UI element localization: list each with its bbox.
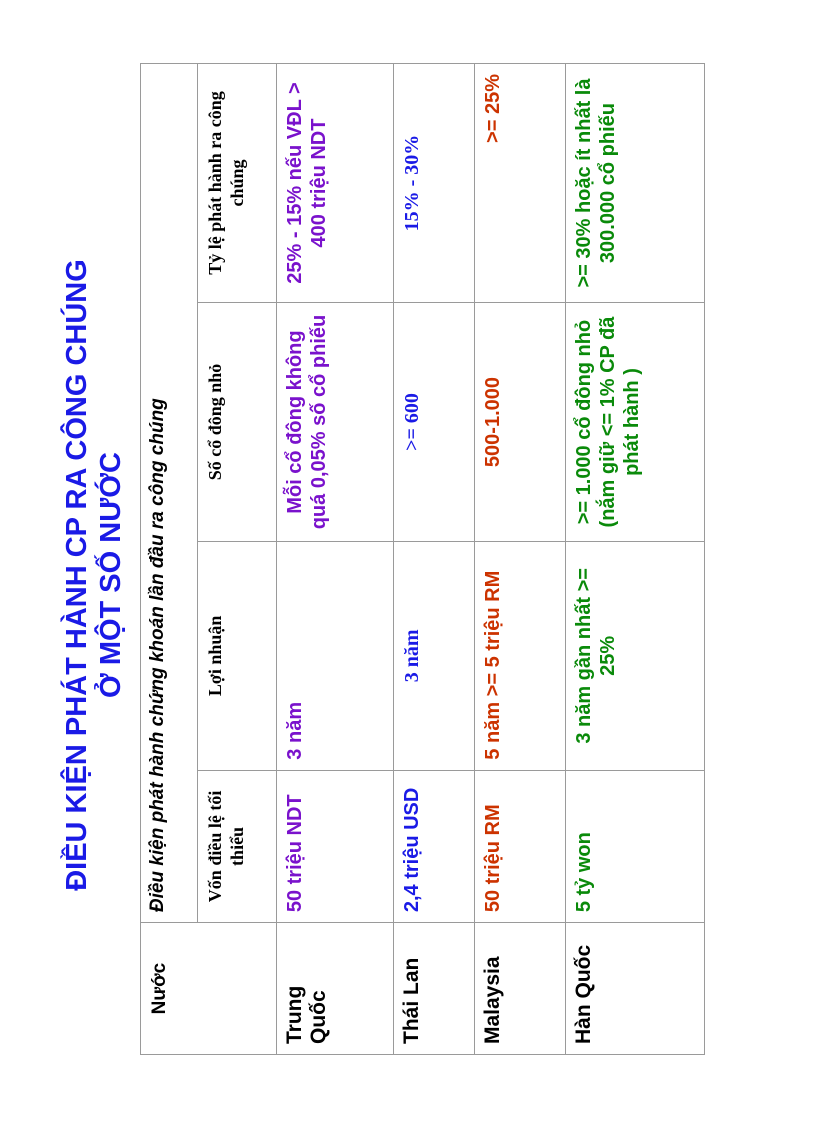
public-ratio-cell: >= 30% hoặc ít nhất là 300.000 cổ phiếu [566,64,705,303]
title-line-1: ĐIỀU KIỆN PHÁT HÀNH CP RA CÔNG CHÚNG [61,259,93,891]
capital-cell: 5 tỷ won [566,770,705,922]
table-row [566,64,705,1055]
table-row [394,64,475,1055]
table-row [475,64,566,1055]
country-column-header: Nước [141,923,277,1055]
conditions-table [140,63,705,1055]
profit-column-header: Lợi nhuận [198,542,277,771]
title-line-2: Ở MỘT SỐ NƯỚC [95,452,127,698]
public-ratio-cell: 25% - 15% nếu VĐL > 400 triệu NDT [277,64,394,303]
country-cell: Thái Lan [394,923,475,1055]
page-title [60,70,128,1080]
public-ratio-cell: >= 25% [475,64,566,303]
capital-cell: 50 triệu RM [475,770,566,922]
profit-cell: 3 năm [277,542,394,771]
profit-cell: 5 năm >= 5 triệu RM [475,542,566,771]
public-ratio-column-header: Tỷ lệ phát hành ra công chúng [198,64,277,303]
public-ratio-cell: 15% - 30% [394,64,475,303]
capital-cell: 50 triệu NDT [277,770,394,922]
shareholders-column-header: Số cổ đông nhỏ [198,303,277,542]
conditions-group-header: Điều kiện phát hành chứng khoán lần đầu ra công chúng [141,64,198,923]
table-row [277,64,394,1055]
profit-cell: 3 năm [394,542,475,771]
country-cell: Malaysia [475,923,566,1055]
rotated-page [60,70,750,1080]
profit-cell: 3 năm gần nhất >= 25% [566,542,705,771]
country-cell: Trung Quốc [277,923,394,1055]
shareholders-cell: 500-1.000 [475,303,566,542]
shareholders-cell: >= 1.000 cổ đông nhỏ (nắm giữ <= 1% CP đã phát hành ) [566,303,705,542]
capital-cell: 2,4 triệu USD [394,770,475,922]
capital-column-header: Vốn điều lệ tối thiểu [198,770,277,922]
shareholders-cell: >= 600 [394,303,475,542]
shareholders-cell: Mỗi cổ đông không quá 0,05% số cổ phiếu [277,303,394,542]
country-cell: Hàn Quốc [566,923,705,1055]
